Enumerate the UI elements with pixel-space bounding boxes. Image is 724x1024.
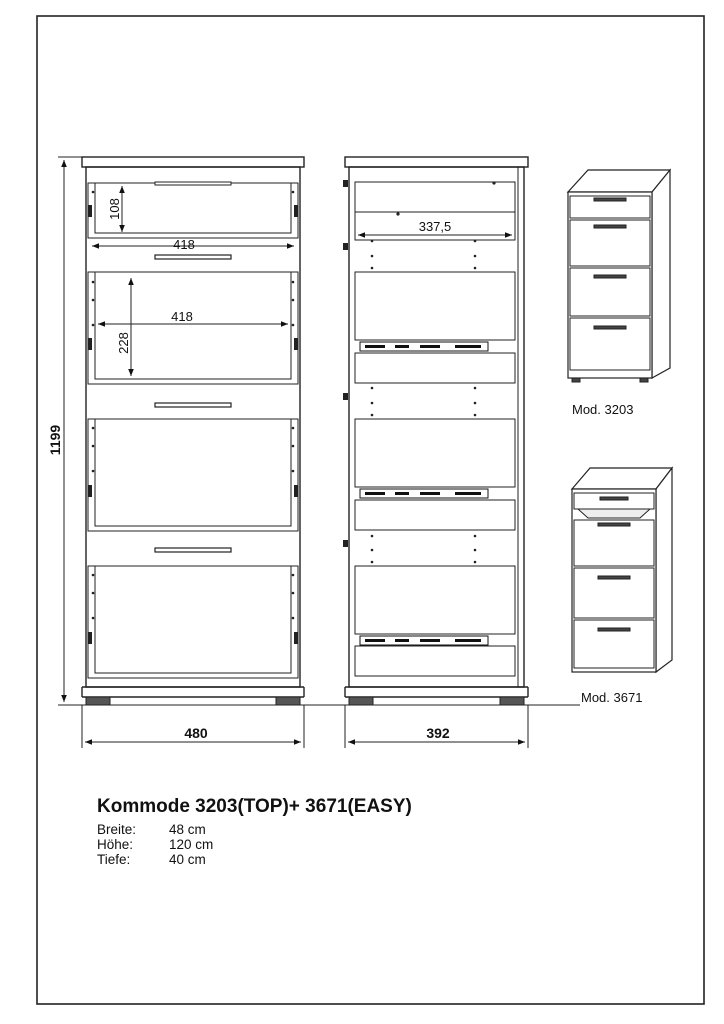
drawer-height-large-label: 228: [116, 332, 131, 354]
model-3203-perspective: [568, 170, 670, 382]
spec-row-depth: [97, 852, 517, 867]
spec-row-width: [97, 822, 517, 837]
side-view: [343, 157, 528, 705]
spec-label: Tiefe:: [97, 852, 131, 867]
spec-value: 120 cm: [169, 837, 214, 852]
spec-value: 48 cm: [169, 822, 206, 837]
model-3203-label: Mod. 3203: [572, 402, 634, 417]
spec-value: 40 cm: [169, 852, 206, 867]
height-total-label: 1199: [47, 424, 63, 456]
model-3671-perspective: [572, 468, 672, 672]
drawer-width-large-label: 418: [171, 309, 193, 324]
spec-label: Breite:: [97, 822, 137, 837]
drawer-height-small-label: 108: [107, 198, 122, 220]
model-3671-label: Mod. 3671: [581, 690, 643, 705]
product-title: Kommode 3203(TOP)+ 3671(EASY): [97, 796, 412, 817]
drawer-depth-label: 337,5: [418, 219, 452, 234]
drawer-width-small-label: 418: [173, 237, 195, 252]
spec-label: Höhe:: [97, 837, 134, 852]
title-block: [97, 796, 517, 867]
spec-row-height: [97, 837, 517, 852]
depth-side-label: 392: [426, 725, 450, 741]
width-front-label: 480: [184, 725, 208, 741]
